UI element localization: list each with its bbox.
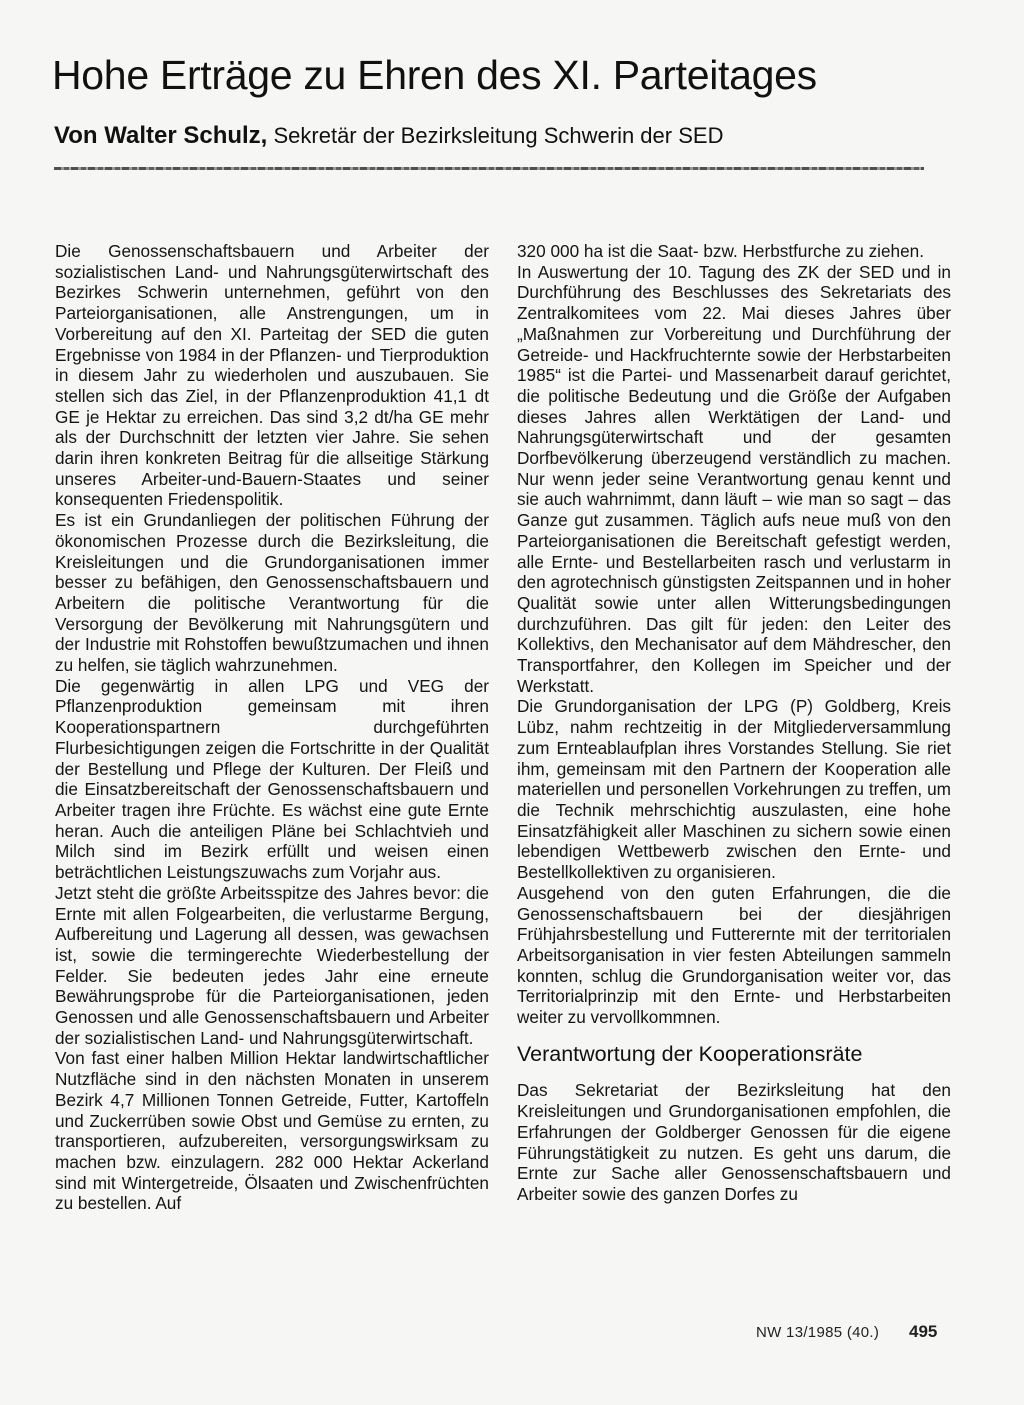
- paragraph: 320 000 ha ist die Saat- bzw. Herbstfurche zu ziehen.: [517, 241, 925, 261]
- article-title: Hohe Erträge zu Ehren des XI. Parteitages: [52, 52, 817, 98]
- paragraph: Die Grundorganisation der LPG (P) Goldberg, Kreis Lübz, nahm rechtzeitig in der Mitgliederversammlung zum Ernteablaufplan ihres Vorstandes Stellung. Sie riet ihm, gemeinsam mit den Partnern der Kooperation alle materiellen und personellen Vorkehrungen zu treffen, um die Technik mehrschichtig auszulasten, eine hohe Einsatzfähigkeit aller Maschinen zu sichern sowie einen lebendigen Wettbewerb zwischen den Ernte- und Bestellkollektiven zu organisieren.: [517, 696, 951, 883]
- author-name: Von Walter Schulz,: [54, 122, 268, 149]
- left-column: [55, 241, 489, 1214]
- page-number: 495: [909, 1322, 938, 1341]
- author-role: Sekretär der Bezirksleitung Schwerin der SED: [273, 123, 724, 148]
- paragraph: Das Sekretariat der Bezirksleitung hat den Kreisleitungen und Grundorganisationen empfohlen, die Erfahrungen der Goldberger Genossen für die eigene Führungstätigkeit zu nutzen. Es geht uns darum, die Ernte zur Sache aller Genossenschaftsbauern und Arbeiter sowie des ganzen Dorfes zu: [517, 1080, 951, 1204]
- issue-reference: NW 13/1985 (40.): [756, 1324, 880, 1341]
- title-rule: [54, 167, 924, 170]
- paragraph: Jetzt steht die größte Arbeitsspitze des Jahres bevor: die Ernte mit allen Folgearbeiten, die verlustarme Bergung, Aufbereitung und Lagerung all dessen, was gewachsen ist, sowie die termingerechte Wiederbestellung der Felder. Sie bedeuten jedes Jahr eine erneute Bewährungsprobe für die Parteiorganisationen, jeden Genossen und alle Genossenschaftsbauern und Arbeiter der sozialistischen Land- und Nahrungsgüterwirtschaft.: [55, 882, 489, 1048]
- paragraph: In Auswertung der 10. Tagung des ZK der SED und in Durchführung des Beschlusses des Sekretariats des Zentralkomitees vom 22. Mai dieses Jahres über „Maßnahmen zur Vorbereitung und Durchführung der Getreide- und Hackfruchternte sowie der Herbstarbeiten 1985“ ist die Partei- und Massenarbeit darauf gerichtet, die politische Bedeutung und die Größe der Aufgaben dieses Jahres allen Werktätigen der Land- und Nahrungsgüterwirtschaft und der gesamten Dorfbevölkerung überzeugend verständlich zu machen. Nur wenn jeder seine Verantwortung genau kennt und sie auch wahrnimmt, dann läuft – wie man so sagt – das Ganze gut zusammen. Täglich aufs neue muß von den Parteiorganisationen die Bereitschaft gefestigt werden, alle Ernte- und Bestellarbeiten rasch und verlustarm in den agrotechnisch günstigsten Zeitspannen und in hoher Qualität sowie unter allen Witterungsbedingungen durchzuführen. Das gilt für jeden: den Leiter des Kollektivs, den Mechanisator auf dem Mähdrescher, den Transportfahrer, den Kollegen im Speicher und der Werkstatt.: [517, 261, 951, 696]
- paragraph: Die Genossenschaftsbauern und Arbeiter der sozialistischen Land- und Nahrungsgüterwirtschaft des Bezirkes Schwerin unternehmen, geführt von den Parteiorganisationen, alle Anstrengungen, um in Vorbereitung auf den XI. Parteitag der SED die guten Ergebnisse von 1984 in der Pflanzen- und Tierproduktion in diesem Jahr zu wiederholen und auszubauen. Sie stellen sich das Ziel, in der Pflanzenproduktion 41,1 dt GE je Hektar zu erreichen. Das sind 3,2 dt/ha GE mehr als der Durchschnitt der letzten vier Jahre. Sie sehen darin ihren konkreten Beitrag für die allseitige Stärkung unseres Arbeiter-und-Bauern-Staates und seiner konsequenten Friedenspolitik.: [55, 241, 489, 510]
- paragraph: Von fast einer halben Million Hektar landwirtschaftlicher Nutzfläche sind in den nächsten Monaten in unserem Bezirk 4,7 Millionen Tonnen Getreide, Futter, Kartoffeln und Zuckerrüben sowie Obst und Gemüse zu ernten, zu transportieren, aufzubereiten, versorgungswirksam zu machen bzw. einzulagern. 282 000 Hektar Ackerland sind mit Wintergetreide, Ölsaaten und Zwischenfrüchten zu bestellen. Auf: [55, 1048, 489, 1214]
- byline: [54, 122, 723, 150]
- paragraph: Ausgehend von den guten Erfahrungen, die die Genossenschaftsbauern bei der diesjährigen Frühjahrsbestellung und Futterernte mit der territorialen Arbeitsorganisation in vier festen Abteilungen sammeln konnten, schlug die Grundorganisation weiter vor, das Territorialprinzip mit den Ernte- und Herbstarbeiten weiter zu vervollkommnen.: [517, 882, 951, 1028]
- right-column: [517, 241, 951, 1205]
- paragraph: Es ist ein Grundanliegen der politischen Führung der ökonomischen Prozesse durch die Bezirksleitung, die Kreisleitungen und die Grundorganisationen immer besser zu befähigen, den Genossenschaftsbauern und Arbeitern die politische Verantwortung für die Versorgung der Bevölkerung mit Nahrungsgütern und der Industrie mit Rohstoffen bewußtzumachen und ihnen zu helfen, sie täglich wahrzunehmen.: [55, 510, 489, 676]
- paragraph: Die gegenwärtig in allen LPG und VEG der Pflanzenproduktion gemeinsam mit ihren Kooperationspartnern durchgeführten Flurbesichtigungen zeigen die Fortschritte in der Qualität der Bestellung und Pflege der Kulturen. Der Fleiß und die Einsatzbereitschaft der Genossenschaftsbauern und Arbeiter tragen ihre Früchte. Es wächst eine gute Ernte heran. Auch die anteiligen Pläne bei Schlachtvieh und Milch sind im Bezirk erfüllt und weisen einen beträchtlichen Leistungszuwachs zum Vorjahr aus.: [55, 675, 489, 883]
- section-subheading: Verantwortung der Kooperationsräte: [517, 1041, 863, 1066]
